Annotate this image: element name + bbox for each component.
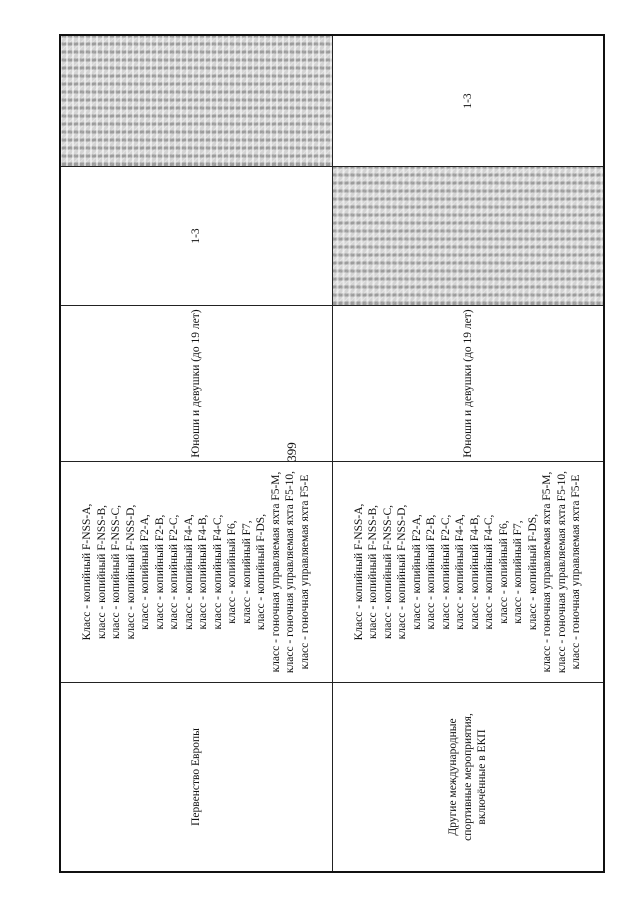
class-item: класс - копийный F4-C, (483, 514, 496, 630)
classes-cell (332, 462, 604, 683)
class-item: класс - копийный F2-C, (439, 514, 452, 630)
class-item: класс - гоночная управляемая яхта F5-E (298, 474, 311, 670)
class-item: класс - гоночная управляемая яхта F5-10, (284, 470, 297, 674)
class-item: класс - копийный F7, (240, 520, 253, 624)
age-group-cell: Юноши и девушки (до 19 лет) (60, 306, 332, 462)
class-item: Класс - копийный F-NSS-A, (352, 503, 365, 641)
class-item: класс - копийный F4-A, (454, 514, 467, 630)
classes-cell (60, 462, 332, 683)
hatched-cell (332, 167, 604, 306)
hatched-cell (60, 35, 332, 167)
class-item: класс - гоночная управляемая яхта F5-M, (269, 471, 282, 673)
age-group-cell: Юноши и девушки (до 19 лет) (332, 306, 604, 462)
class-item: класс - копийный F2-B, (153, 514, 166, 630)
class-item: класс - копийный F-NSS-B, (95, 504, 108, 640)
class-item: класс - копийный F4-B, (197, 514, 210, 630)
classes-list (349, 462, 587, 682)
class-item: класс - копийный F-NSS-D, (396, 504, 409, 640)
class-item: класс - копийный F4-A, (182, 514, 195, 630)
table-row (60, 35, 332, 872)
class-item: класс - копийный F-NSS-C, (110, 504, 123, 640)
class-item: класс - копийный F4-C, (211, 514, 224, 630)
class-item: класс - копийный F-NSS-D, (124, 504, 137, 640)
event-name: Другие международные спортивные мероприятия, включённые в ЕКП (447, 713, 488, 841)
class-item: класс - копийный F-NSS-B, (367, 504, 380, 640)
classes-list (77, 462, 315, 682)
class-item: класс - гоночная управляемая яхта F5-E (570, 474, 583, 670)
sports-events-table (59, 34, 605, 873)
class-item: класс - копийный F-NSS-C, (381, 504, 394, 640)
place-cell: 1-3 (60, 167, 332, 306)
class-item: класс - копийный F-DS, (255, 513, 268, 631)
event-cell (332, 683, 604, 873)
class-item: класс - копийный F4-B, (468, 514, 481, 630)
class-item: класс - копийный F-DS, (526, 513, 539, 631)
event-cell (60, 683, 332, 873)
rotated-table-container (59, 42, 605, 873)
class-item: класс - копийный F6, (497, 520, 510, 624)
class-item: класс - копийный F7, (512, 520, 525, 624)
event-name: Первенство Европы (190, 728, 202, 826)
class-item: класс - гоночная управляемая яхта F5-10, (555, 470, 568, 674)
class-item: класс - копийный F2-A, (139, 514, 152, 630)
class-item: класс - гоночная управляемая яхта F5-M, (541, 471, 554, 673)
class-item: класс - копийный F6, (226, 520, 239, 624)
place-cell: 1-3 (332, 35, 604, 167)
table-row (332, 35, 604, 872)
class-item: Класс - копийный F-NSS-A, (81, 503, 94, 641)
class-item: класс - копийный F2-B, (425, 514, 438, 630)
class-item: класс - копийный F2-C, (168, 514, 181, 630)
class-item: класс - копийный F2-A, (410, 514, 423, 630)
page-number: 399 (284, 442, 299, 462)
